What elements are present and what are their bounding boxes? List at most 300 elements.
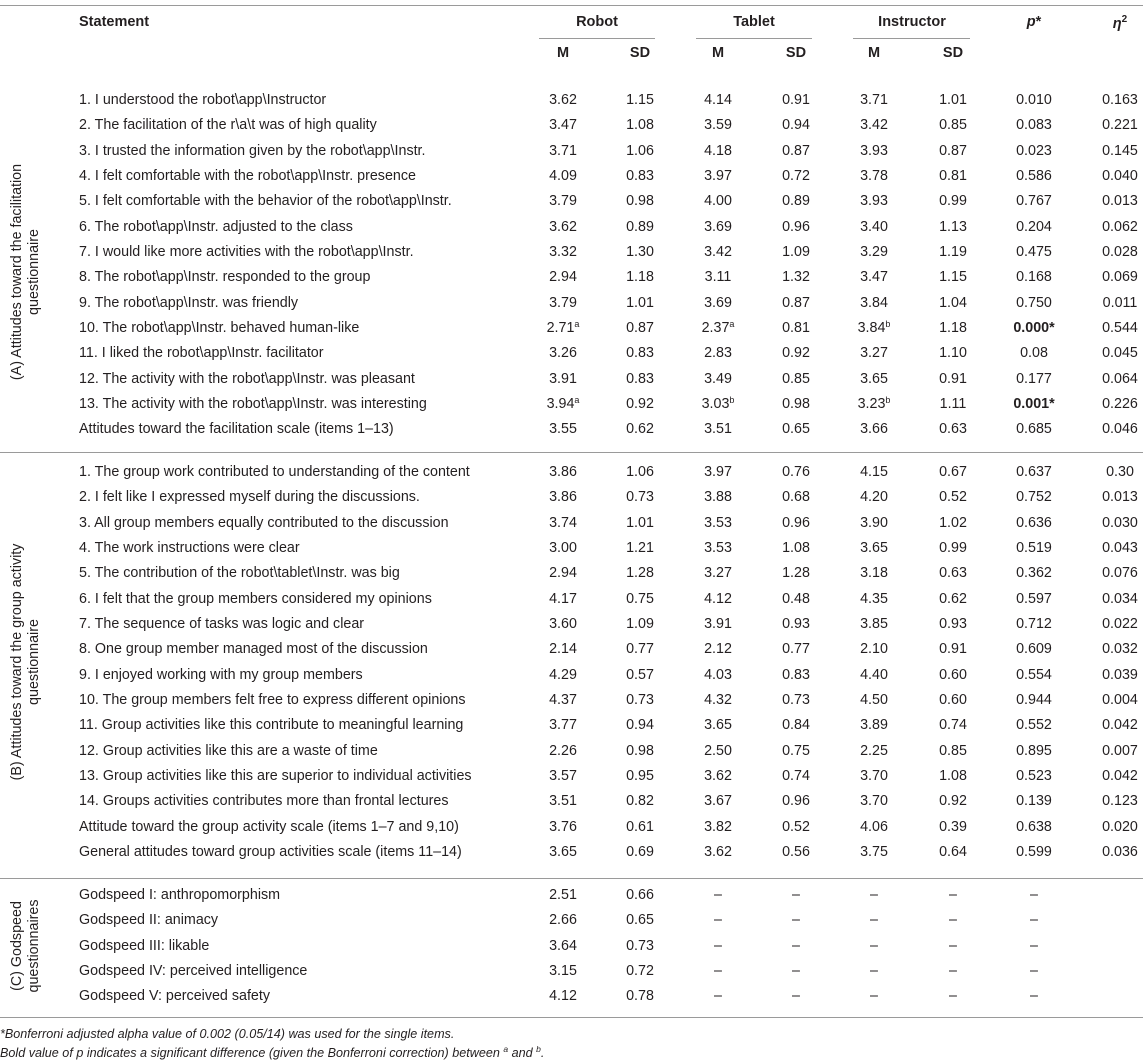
tablet-sd-cell — [782, 587, 810, 612]
header-robot: Robot — [576, 14, 618, 30]
p-value-cell — [1016, 485, 1052, 510]
robot-m-cell — [549, 88, 577, 113]
robot-sd-cell — [626, 984, 654, 1009]
tablet-sd-value: 0.68 — [782, 489, 810, 506]
table-row — [0, 139, 1143, 164]
p-value-cell — [1030, 934, 1038, 959]
robot-m-value: 2.94 — [549, 269, 577, 286]
robot-m-cell — [547, 392, 580, 417]
robot-m-value: 2.94 — [549, 565, 577, 582]
robot-m-cell — [549, 511, 577, 536]
tablet-m-value: 4.32 — [704, 691, 732, 708]
eta-squared-cell — [1103, 291, 1138, 316]
tablet-sd-value: 0.98 — [782, 395, 810, 412]
p-value-value: 0.139 — [1016, 793, 1052, 810]
section-b-c-rule — [0, 878, 1143, 879]
instructor-m-value: 3.40 — [860, 218, 888, 235]
instructor-m-cell — [870, 883, 878, 908]
statement-cell: General attitudes toward group activities scale (items 11–14) — [79, 843, 462, 860]
robot-m-cell — [549, 663, 577, 688]
tablet-sd-value: 1.08 — [782, 539, 810, 556]
instructor-sd-value: 0.52 — [939, 489, 967, 506]
eta-squared-value: 0.034 — [1102, 590, 1138, 607]
instructor-sd-value: 0.67 — [939, 464, 967, 480]
robot-sd-cell — [626, 637, 654, 662]
table-row — [0, 959, 1143, 984]
p-value-cell — [1016, 460, 1052, 485]
instructor-m-cell — [860, 536, 888, 561]
eta-squared-cell — [1102, 840, 1138, 865]
eta-squared-value: 0.226 — [1102, 395, 1138, 412]
instructor-m-value: 3.42 — [860, 117, 888, 134]
instructor-m-cell — [870, 934, 878, 959]
robot-m-cell — [549, 840, 577, 865]
table-row — [0, 815, 1143, 840]
robot-m-value: 3.62 — [549, 92, 577, 108]
instructor-m-value: 3.47 — [860, 269, 888, 286]
tablet-sd-cell — [782, 291, 810, 316]
tablet-sd-value: 0.96 — [782, 218, 810, 235]
instructor-m-superscript: b — [885, 318, 891, 329]
p-value-cell — [1016, 789, 1052, 814]
tablet-m-value: 3.97 — [704, 464, 732, 480]
instructor-m-value: 3.65 — [860, 539, 888, 556]
p-value-cell — [1016, 561, 1052, 586]
robot-m-value: 4.29 — [549, 666, 577, 683]
robot-m-cell — [549, 341, 577, 366]
instructor-sd-cell — [949, 883, 957, 908]
eta-squared-cell — [1102, 663, 1138, 688]
statement-cell: 5. The contribution of the robot\tablet\Instr. was big — [79, 565, 400, 582]
instructor-sd-value: – — [949, 887, 957, 903]
section-c-label-line2: questionnaires — [26, 899, 42, 993]
tablet-m-value: – — [714, 912, 722, 929]
robot-m-cell — [549, 637, 577, 662]
tablet-m-value: 3.53 — [704, 539, 732, 556]
tablet-m-value: – — [714, 988, 722, 1005]
robot-m-value: 3.94 — [546, 395, 575, 412]
tablet-sd-value: – — [792, 937, 800, 954]
instructor-sd-value: 0.60 — [939, 691, 967, 708]
tablet-sd-cell — [782, 240, 810, 265]
section-b-label — [9, 544, 43, 781]
tablet-m-superscript: a — [729, 318, 735, 329]
p-value-value: 0.523 — [1016, 767, 1052, 784]
instructor-m-value: 3.70 — [860, 767, 888, 784]
tablet-m-value: 3.97 — [704, 167, 732, 184]
instructor-m-cell — [860, 511, 888, 536]
eta-squared-value: 0.040 — [1102, 167, 1138, 184]
table-row — [0, 789, 1143, 814]
tablet-sd-cell — [792, 883, 800, 908]
tablet-m-cell — [704, 189, 732, 214]
instructor-m-value: 3.93 — [860, 193, 888, 210]
instructor-m-value: – — [870, 962, 878, 979]
tablet-sd-cell — [782, 739, 810, 764]
eta-squared-value: 0.076 — [1102, 565, 1138, 582]
robot-sd-cell — [626, 612, 654, 637]
instructor-sd-value: 1.01 — [939, 92, 967, 108]
instructor-sd-cell — [939, 240, 967, 265]
robot-m-cell — [549, 291, 577, 316]
statement-cell: 4. The work instructions were clear — [79, 539, 300, 556]
tablet-sd-value: 0.94 — [782, 117, 810, 134]
robot-m-value: 3.51 — [549, 793, 577, 810]
instructor-m-cell — [860, 265, 888, 290]
p-value-value: 0.895 — [1016, 742, 1052, 759]
p-value-cell — [1016, 739, 1052, 764]
instructor-sd-cell — [939, 663, 967, 688]
eta-squared-value: 0.045 — [1102, 345, 1138, 362]
table-row — [0, 739, 1143, 764]
instructor-sd-value: 0.63 — [939, 421, 967, 438]
tablet-m-cell — [714, 959, 722, 984]
robot-m-cell — [547, 316, 580, 341]
p-value-value: 0.08 — [1020, 345, 1048, 362]
p-value-value: – — [1030, 912, 1038, 929]
eta-squared-value: 0.221 — [1102, 117, 1138, 134]
section-b-label-line1: (B) Attitudes toward the group activity — [9, 543, 25, 781]
instructor-sd-value: – — [949, 937, 957, 954]
p-value-value: 0.636 — [1016, 514, 1052, 531]
robot-m-value: 3.60 — [549, 615, 577, 632]
tablet-m-value: 4.00 — [704, 193, 732, 210]
tablet-sd-value: 0.89 — [782, 193, 810, 210]
instructor-m-cell — [860, 417, 888, 442]
instructor-m-value: 4.20 — [860, 489, 888, 506]
p-value-cell — [1016, 688, 1052, 713]
robot-sd-value: 1.30 — [626, 243, 654, 260]
robot-m-value: 3.00 — [549, 539, 577, 556]
statement-cell: 7. I would like more activities with the robot\app\Instr. — [79, 243, 414, 260]
instructor-m-value: 3.89 — [860, 717, 888, 734]
tablet-sd-value: 0.96 — [782, 793, 810, 810]
tablet-sd-cell — [782, 341, 810, 366]
p-value-value: 0.767 — [1016, 193, 1052, 210]
tablet-sd-cell — [782, 417, 810, 442]
instructor-m-cell — [860, 367, 888, 392]
tablet-m-cell — [704, 88, 732, 113]
robot-sd-cell — [626, 934, 654, 959]
robot-m-value: 3.64 — [549, 937, 577, 954]
instructor-m-cell — [860, 164, 888, 189]
statement-cell: 12. The activity with the robot\app\Instr. was pleasant — [79, 370, 415, 387]
instructor-m-value: 3.90 — [860, 514, 888, 531]
instructor-sd-value: 0.91 — [939, 641, 967, 658]
tablet-m-cell — [704, 561, 732, 586]
instructor-sd-cell — [939, 316, 967, 341]
robot-sd-value: 0.69 — [626, 843, 654, 860]
statement-cell: 3. I trusted the information given by the robot\app\Instr. — [79, 142, 426, 159]
section-c-label — [9, 900, 43, 993]
header-instructor: Instructor — [878, 14, 946, 30]
tablet-sd-cell — [782, 612, 810, 637]
instructor-sd-cell — [939, 417, 967, 442]
eta-squared-value: 0.032 — [1102, 641, 1138, 658]
robot-sd-value: 1.09 — [626, 615, 654, 632]
statement-cell: 2. The facilitation of the r\a\t was of high quality — [79, 117, 377, 134]
p-value-value: 0.554 — [1016, 666, 1052, 683]
instructor-sd-cell — [939, 291, 967, 316]
tablet-sd-value: – — [792, 887, 800, 903]
p-value-cell — [1016, 367, 1052, 392]
table-row — [0, 485, 1143, 510]
robot-sd-value: 1.01 — [626, 514, 654, 531]
eta-squared-cell — [1102, 713, 1138, 738]
eta-squared-cell — [1102, 739, 1138, 764]
instructor-sd-value: 1.13 — [939, 218, 967, 235]
p-value-cell — [1016, 139, 1052, 164]
p-value-value: – — [1030, 988, 1038, 1005]
instructor-m-value: 4.50 — [860, 691, 888, 708]
p-value-cell — [1016, 113, 1052, 138]
instructor-sd-value: 0.81 — [939, 167, 967, 184]
eta-squared-value: 0.036 — [1102, 843, 1138, 860]
robot-m-cell — [549, 984, 577, 1009]
tablet-sd-cell — [782, 485, 810, 510]
tablet-m-value: 3.91 — [704, 615, 732, 632]
eta-squared-cell — [1102, 417, 1138, 442]
instructor-m-cell — [860, 460, 888, 485]
instructor-sd-value: 1.04 — [939, 294, 967, 311]
tablet-m-value: 3.88 — [704, 489, 732, 506]
eta-squared-cell — [1102, 240, 1138, 265]
tablet-m-value: 4.12 — [704, 590, 732, 607]
robot-sd-cell — [626, 959, 654, 984]
instructor-sd-cell — [940, 392, 967, 417]
instructor-sd-cell — [949, 984, 957, 1009]
eta-squared-value: 0.042 — [1102, 717, 1138, 734]
robot-sd-value: 0.75 — [626, 590, 654, 607]
tablet-sd-value: 0.96 — [782, 514, 810, 531]
robot-m-value: 3.62 — [549, 218, 577, 235]
p-value-value: 0.638 — [1016, 818, 1052, 835]
instructor-m-value: 4.06 — [860, 818, 888, 835]
eta-squared-value: 0.145 — [1102, 142, 1138, 159]
p-value-value: 0.752 — [1016, 489, 1052, 506]
tablet-sd-cell — [782, 392, 810, 417]
table-row — [0, 764, 1143, 789]
eta-squared-cell — [1102, 265, 1138, 290]
tablet-m-value: 3.82 — [704, 818, 732, 835]
statement-cell: 13. The activity with the robot\app\Instr. was interesting — [79, 395, 427, 412]
table-row — [0, 392, 1143, 417]
statement-cell: 10. The robot\app\Instr. behaved human-like — [79, 319, 360, 336]
tablet-sd-cell — [782, 637, 810, 662]
p-value-value: 0.204 — [1016, 218, 1052, 235]
robot-sd-cell — [626, 265, 654, 290]
instructor-sd-cell — [949, 959, 957, 984]
tablet-m-value: 3.53 — [704, 514, 732, 531]
robot-sd-value: 0.82 — [626, 793, 654, 810]
robot-sd-cell — [626, 189, 654, 214]
p-value-value: 0.362 — [1016, 565, 1052, 582]
statement-cell: Godspeed IV: perceived intelligence — [79, 962, 308, 979]
tablet-sd-cell — [782, 113, 810, 138]
p-value-value: 0.519 — [1016, 539, 1052, 556]
instructor-sd-value: 0.87 — [939, 142, 967, 159]
eta-squared-cell — [1102, 341, 1138, 366]
robot-m-value: 3.47 — [549, 117, 577, 134]
eta-squared-cell — [1102, 215, 1138, 240]
statement-cell: 6. The robot\app\Instr. adjusted to the class — [79, 218, 353, 235]
tablet-sd-value: 1.28 — [782, 565, 810, 582]
robot-m-value: 3.15 — [549, 962, 577, 979]
robot-m-value: 2.51 — [549, 887, 577, 903]
tablet-m-cell — [704, 637, 732, 662]
eta-squared-value: 0.163 — [1102, 92, 1138, 108]
instructor-sd-value: 0.60 — [939, 666, 967, 683]
eta-squared-value: 0.028 — [1102, 243, 1138, 260]
eta-squared-cell — [1102, 536, 1138, 561]
tablet-sd-cell — [792, 984, 800, 1009]
header-tablet: Tablet — [733, 14, 775, 30]
tablet-m-cell — [704, 485, 732, 510]
section-a-b-rule — [0, 452, 1143, 453]
instructor-m-cell — [860, 612, 888, 637]
eta-squared-cell — [1102, 764, 1138, 789]
tablet-sd-value: 0.56 — [782, 843, 810, 860]
tablet-sd-value: – — [792, 962, 800, 979]
tablet-m-cell — [704, 341, 732, 366]
eta-squared-cell — [1102, 485, 1138, 510]
instructor-m-value: – — [870, 988, 878, 1005]
instructor-m-superscript: b — [885, 394, 891, 405]
robot-m-value: 2.71 — [546, 319, 575, 336]
tablet-sd-cell — [782, 511, 810, 536]
statement-cell: 11. Group activities like this contribute to meaningful learning — [79, 717, 464, 734]
tablet-m-value: 3.49 — [704, 370, 732, 387]
robot-sd-value: 0.61 — [626, 818, 654, 835]
robot-sd-value: 0.78 — [626, 988, 654, 1005]
robot-m-value: 4.12 — [549, 988, 577, 1005]
robot-sd-cell — [626, 764, 654, 789]
p-value-cell — [1016, 587, 1052, 612]
p-value-value: 0.083 — [1016, 117, 1052, 134]
p-value-cell — [1030, 959, 1038, 984]
table-row — [0, 291, 1143, 316]
table-row — [0, 663, 1143, 688]
robot-m-value: 2.66 — [549, 912, 577, 929]
header-p-letter: p — [1026, 14, 1036, 30]
tablet-m-value: – — [714, 887, 722, 903]
tablet-m-cell — [704, 688, 732, 713]
statement-cell: Attitude toward the group activity scale (items 1–7 and 9,10) — [79, 818, 459, 835]
robot-sd-value: 1.21 — [626, 539, 654, 556]
p-value-cell — [1016, 840, 1052, 865]
robot-m-cell — [549, 265, 577, 290]
tablet-sd-value: 0.75 — [782, 742, 810, 759]
robot-m-cell — [549, 215, 577, 240]
robot-m-cell — [549, 536, 577, 561]
statement-cell: 9. The robot\app\Instr. was friendly — [79, 294, 299, 311]
p-value-cell — [1016, 189, 1052, 214]
tablet-sd-cell — [782, 164, 810, 189]
table-row — [0, 367, 1143, 392]
instructor-sd-cell — [939, 815, 967, 840]
p-value-cell — [1016, 815, 1052, 840]
robot-sd-value: 0.83 — [626, 167, 654, 184]
robot-sd-value: 0.66 — [626, 887, 654, 903]
p-value-value: 0.177 — [1016, 370, 1052, 387]
instructor-sd-cell — [939, 88, 967, 113]
robot-sd-cell — [626, 367, 654, 392]
robot-sd-cell — [626, 561, 654, 586]
footnote-bonferroni: *Bonferroni adjusted alpha value of 0.002 (0.05/14) was used for the single items. — [0, 1027, 455, 1041]
eta-squared-value: 0.030 — [1102, 514, 1138, 531]
instructor-m-value: 4.15 — [860, 464, 888, 480]
table-row — [0, 934, 1143, 959]
p-value-value: – — [1030, 937, 1038, 954]
tablet-m-cell — [704, 139, 732, 164]
instructor-m-cell — [870, 984, 878, 1009]
instructor-m-cell — [860, 713, 888, 738]
p-value-value: 0.475 — [1016, 243, 1052, 260]
tablet-sd-cell — [782, 713, 810, 738]
instructor-sd-value: 0.93 — [939, 615, 967, 632]
tablet-sd-value: 0.83 — [782, 666, 810, 683]
robot-m-value: 4.37 — [549, 691, 577, 708]
robot-sd-value: 1.08 — [626, 117, 654, 134]
tablet-sd-cell — [782, 789, 810, 814]
robot-m-value: 3.86 — [549, 489, 577, 506]
robot-m-value: 3.79 — [549, 193, 577, 210]
instructor-m-cell — [860, 739, 888, 764]
tablet-m-cell — [704, 164, 732, 189]
instructor-m-cell — [860, 240, 888, 265]
robot-sd-cell — [626, 139, 654, 164]
eta-squared-value: 0.064 — [1102, 370, 1138, 387]
p-value-value: 0.685 — [1016, 421, 1052, 438]
tablet-m-value: 4.18 — [704, 142, 732, 159]
robot-m-cell — [549, 815, 577, 840]
eta-squared-value: 0.004 — [1102, 691, 1138, 708]
p-value-value: 0.168 — [1016, 269, 1052, 286]
instructor-sd-cell — [939, 612, 967, 637]
p-value-value: 0.010 — [1016, 92, 1052, 108]
instructor-m-value: 3.29 — [860, 243, 888, 260]
instructor-sd-value: 0.92 — [939, 793, 967, 810]
instructor-m-cell — [860, 789, 888, 814]
eta-squared-cell — [1102, 367, 1138, 392]
robot-sd-cell — [626, 789, 654, 814]
robot-sd-value: 0.62 — [626, 421, 654, 438]
instructor-m-cell — [860, 485, 888, 510]
tablet-m-cell — [705, 265, 732, 290]
p-value-cell — [1016, 240, 1052, 265]
robot-m-cell — [549, 164, 577, 189]
table-row — [0, 713, 1143, 738]
tablet-m-cell — [704, 764, 732, 789]
p-value-value: 0.599 — [1016, 843, 1052, 860]
eta-squared-cell — [1102, 789, 1138, 814]
eta-squared-value: 0.007 — [1102, 742, 1138, 759]
tablet-m-cell — [714, 934, 722, 959]
instructor-sd-cell — [939, 789, 967, 814]
robot-m-cell — [549, 713, 577, 738]
robot-m-value: 3.86 — [549, 464, 577, 480]
instructor-m-cell — [858, 392, 891, 417]
tablet-sd-value: 0.77 — [782, 641, 810, 658]
instructor-sd-cell — [939, 265, 967, 290]
tablet-sd-cell — [782, 764, 810, 789]
tablet-m-cell — [704, 460, 732, 485]
statement-cell: 1. The group work contributed to understanding of the content — [79, 464, 470, 480]
table-row — [0, 883, 1143, 908]
tablet-m-cell — [704, 713, 732, 738]
tablet-sd-value: 1.32 — [782, 269, 810, 286]
tablet-m-cell — [704, 291, 732, 316]
